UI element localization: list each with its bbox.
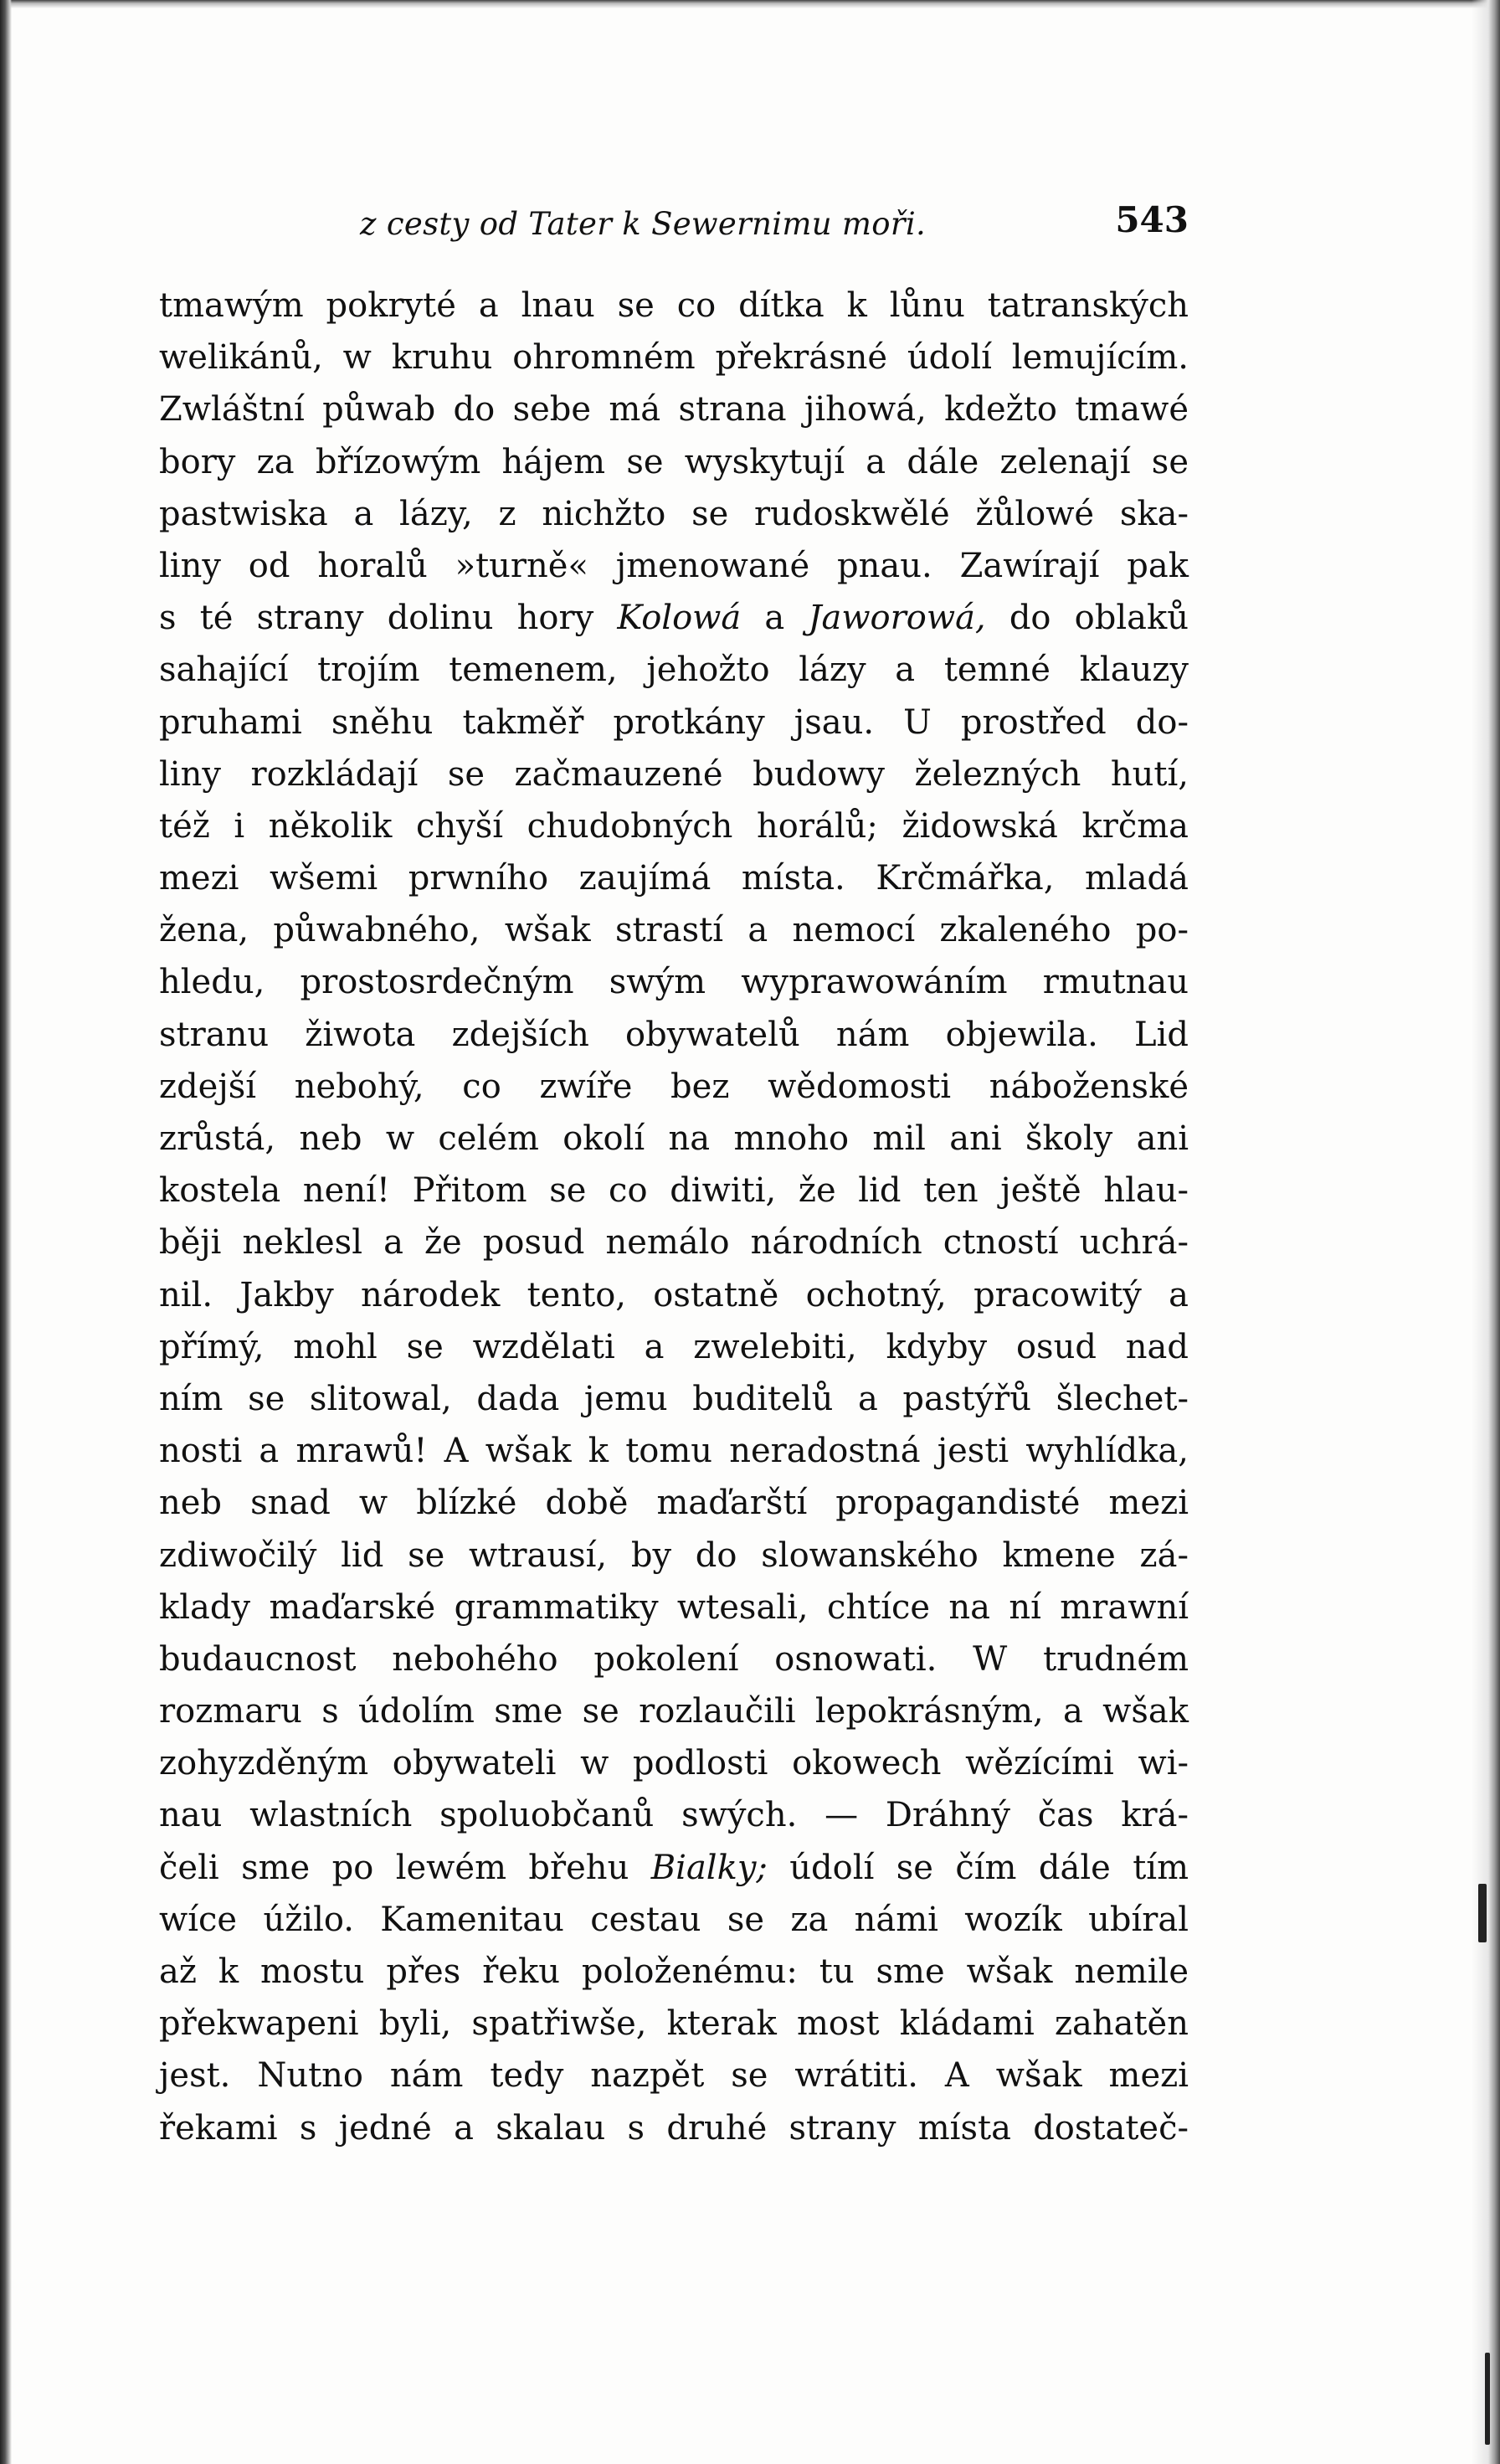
text-span: přímý, mohl se wzdělati a zwelebiti, kdyby osud nad xyxy=(159,1327,1189,1366)
text-span: nau wlastních spoluobčanů swých. — Dráhný čas krá- xyxy=(159,1796,1189,1835)
text-line xyxy=(159,852,1189,904)
text-span: mezi wšemi prwního zaujímá místa. Krčmářka, mladá xyxy=(159,859,1189,898)
text-span: bory za břízowým hájem se wyskytují a dále zelenají se xyxy=(159,442,1189,481)
text-span: stranu žiwota zdejších obywatelů nám objewila. Lid xyxy=(159,1015,1189,1054)
text-span: s té strany dolinu hory xyxy=(159,599,618,638)
text-line xyxy=(159,904,1189,956)
text-line xyxy=(159,1373,1189,1425)
text-span: pastwiska a lázy, z nichžto se rudoskwělé žůlowé ska- xyxy=(159,494,1189,533)
text-span: a xyxy=(741,599,809,638)
text-span: překwapeni byli, spatřiwše, kterak most kládami zahatěn xyxy=(159,2004,1189,2044)
text-line xyxy=(159,1633,1189,1685)
text-span: ním se slitowal, dada jemu buditelů a pastýřů šlechet- xyxy=(159,1379,1189,1418)
text-line xyxy=(159,2050,1189,2101)
text-line xyxy=(159,1165,1189,1217)
text-line xyxy=(159,1842,1189,1894)
text-span: hledu, prostosrdečným swým wyprawowáním rmutnau xyxy=(159,963,1189,1002)
body-text xyxy=(159,280,1189,2154)
text-span: zrůstá, neb w celém okolí na mnoho mil ani školy ani xyxy=(159,1119,1189,1158)
text-line xyxy=(159,956,1189,1008)
text-span: sahající trojím temenem, jehožto lázy a temné klauzy xyxy=(159,651,1189,690)
text-span: rozmaru s údolím sme se rozlaučili lepokrásným, a wšak xyxy=(159,1692,1189,1731)
text-line xyxy=(159,1477,1189,1529)
text-line xyxy=(159,488,1189,540)
text-span: žena, půwabného, wšak strastí a nemocí zkaleného po- xyxy=(159,911,1189,950)
text-line xyxy=(159,280,1189,332)
text-span: wíce úžilo. Kamenitau cestau se za námi wozík ubíral xyxy=(159,1900,1189,1939)
text-span: liny od horalů »turně« jmenowané pnau. Zawírají pak xyxy=(159,546,1189,585)
text-span: nil. Jakby národek tento, ostatně ochotný, pracowitý a xyxy=(159,1275,1189,1314)
scan-edge-right xyxy=(1472,0,1500,2464)
page-number: 543 xyxy=(1115,199,1189,240)
text-span: čeli sme po lewém břehu xyxy=(159,1848,651,1887)
text-span: kostela není! Přitom se co diwiti, že lid ten ještě hlau- xyxy=(159,1171,1189,1211)
page-header xyxy=(159,199,1189,249)
scan-edge-top xyxy=(0,0,1500,8)
scan-edge-mark xyxy=(1478,1884,1487,1942)
text-span: tmawým pokryté a lnau se co dítka k lůnu tatranských xyxy=(159,286,1189,325)
text-line xyxy=(159,1789,1189,1841)
text-span: běji neklesl a že posud nemálo národních ctností uchrá- xyxy=(159,1223,1189,1263)
text-line xyxy=(159,1009,1189,1061)
italic-phrase: Bialky; xyxy=(650,1848,768,1887)
text-line xyxy=(159,2102,1189,2154)
text-line xyxy=(159,332,1189,383)
text-line xyxy=(159,1946,1189,1998)
text-span: neb snad w blízké době maďarští propagandisté mezi xyxy=(159,1484,1189,1523)
text-span: zdejší nebohý, co zwíře bez wědomosti náboženské xyxy=(159,1067,1189,1106)
text-span: údolí se čím dále tím xyxy=(767,1848,1189,1887)
scan-edge-mark xyxy=(1485,2353,1490,2445)
text-line xyxy=(159,1061,1189,1113)
text-span: liny rozkládají se začmauzené budowy železných hutí, xyxy=(159,754,1189,794)
italic-phrase: Jaworowá, xyxy=(808,599,986,638)
text-span: Zwláštní půwab do sebe má strana jihowá, kdežto tmawé xyxy=(159,390,1189,430)
running-head: z cesty od Tater k Sewernimu moři. xyxy=(360,206,927,242)
italic-phrase: Kolowá xyxy=(617,599,742,638)
text-span: zdiwočilý lid se wtrausí, by do slowanského kmene zá- xyxy=(159,1535,1189,1575)
text-line xyxy=(159,1269,1189,1321)
text-line xyxy=(159,1685,1189,1737)
scan-edge-left xyxy=(0,0,12,2464)
text-line xyxy=(159,383,1189,435)
text-line xyxy=(159,644,1189,696)
text-span: klady maďarské grammatiky wtesali, chtíce na ní mrawní xyxy=(159,1587,1189,1627)
text-line xyxy=(159,1113,1189,1165)
text-line xyxy=(159,748,1189,800)
text-line xyxy=(159,540,1189,592)
text-line xyxy=(159,1425,1189,1477)
text-line xyxy=(159,1894,1189,1946)
text-line xyxy=(159,1998,1189,2050)
text-line xyxy=(159,1530,1189,1582)
text-span: do oblaků xyxy=(985,599,1189,638)
text-line xyxy=(159,697,1189,748)
text-span: budaucnost nebohého pokolení osnowati. W trudném xyxy=(159,1639,1189,1679)
text-span: welikánů, w kruhu ohromném překrásné údolí lemujícím. xyxy=(159,338,1189,378)
text-span: pruhami sněhu takměř protkány jsau. U prostřed do- xyxy=(159,702,1189,742)
text-line xyxy=(159,592,1189,644)
text-span: též i několik chyší chudobných horálů; židowská krčma xyxy=(159,806,1189,846)
text-line xyxy=(159,1321,1189,1373)
text-span: nosti a mrawů! A wšak k tomu neradostná jesti wyhlídka, xyxy=(159,1432,1189,1471)
text-line xyxy=(159,436,1189,488)
text-line xyxy=(159,1737,1189,1789)
text-line xyxy=(159,1582,1189,1633)
text-span: až k mostu přes řeku položenému: tu sme wšak nemile xyxy=(159,1952,1189,1991)
text-span: jest. Nutno nám tedy nazpět se wrátiti. A wšak mezi xyxy=(159,2056,1189,2096)
text-line xyxy=(159,1217,1189,1268)
text-line xyxy=(159,800,1189,852)
text-span: řekami s jedné a skalau s druhé strany místa dostateč- xyxy=(159,2108,1189,2148)
text-span: zohyzděným obywateli w podlosti okowech wězícími wi- xyxy=(159,1744,1189,1783)
